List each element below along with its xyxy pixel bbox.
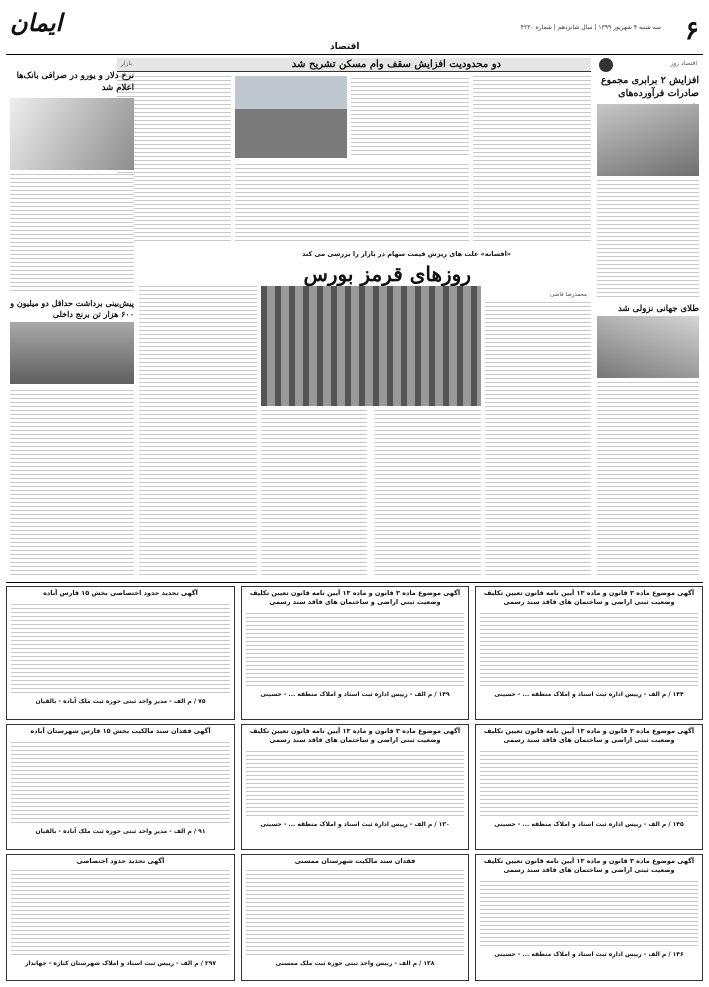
right-col-body: [597, 180, 699, 300]
main-story-kicker: «افسانه» علت های ریزش قیمت سهام در بازار را بررسی می کند: [302, 250, 511, 258]
ad-title: آگهی موضوع ماده ۳ قانون و ماده ۱۳ آیین نامه قانون تعیین تکلیف وضعیت ثبتی اراضی و ساختمان های فاقد سند رسمی: [249, 727, 461, 744]
main-story-col2: [375, 410, 481, 578]
left-col-body: [10, 174, 134, 294]
main-story-headline: روزهای قرمز بورس: [303, 262, 471, 286]
masthead-rule: [6, 54, 703, 55]
ad-body: [11, 740, 230, 826]
ad-body: [480, 879, 698, 949]
right-column: [595, 58, 701, 580]
ad-title: آگهی موضوع ماده ۳ قانون و ماده ۱۳ آیین نامه قانون تعیین تکلیف وضعیت ثبتی اراضی و ساختمان های فاقد سند رسمی: [483, 857, 695, 874]
ad-body: [246, 749, 464, 819]
right-col-label: اقتصاد روز: [670, 60, 697, 67]
ad-title: آگهی موضوع ماده ۳ قانون و ماده ۱۳ آیین نامه قانون تعیین تکلیف وضعیت ثبتی اراضی و ساختمان های فاقد سند رسمی: [483, 589, 695, 606]
byline: محمدرضا قاضی: [550, 292, 587, 298]
ad-9: [6, 854, 235, 981]
masthead-logo: ایمان: [10, 8, 63, 37]
ad-title: آگهی تحدید حدود اختصاصی بخش ۱۵ قارس آباده: [43, 589, 198, 597]
ad-footer: ۱۴۴ / م الف - رییس اداره ثبت اسناد و املاک منطقه ... - حسینی: [494, 691, 684, 698]
ad-6: [6, 724, 235, 850]
top-story-col2: [351, 76, 469, 158]
top-story-col1: [473, 76, 591, 244]
ad-1: [475, 586, 703, 720]
right-col-headline2: طلای جهانی نزولی شد: [618, 304, 699, 314]
main-story: [139, 250, 591, 580]
main-story-col3: [261, 410, 367, 578]
ads-grid: [6, 586, 703, 981]
top-story: [117, 58, 591, 246]
ad-3: [6, 586, 235, 720]
top-story-headline: دو محدودیت افزایش سقف وام مسکن تشریح شد: [291, 59, 501, 70]
masthead: [0, 0, 709, 50]
housing-photo: [235, 76, 347, 158]
date-line: سه شنبه ۴ شهریور ۱۳۹۹ | سال شانزدهم | شماره ۴۲۳۰: [520, 24, 661, 31]
ad-title: آگهی تحدید حدود اختصاصی: [76, 857, 165, 865]
ad-footer: ۱۴۹ / م الف - رییس اداره ثبت اسناد و املاک منطقه ... - حسینی: [260, 691, 450, 698]
left-col-label: بازار: [121, 60, 132, 67]
ad-footer: ۱۴۶ / م الف - رییس اداره ثبت اسناد و املاک منطقه ... - حسینی: [494, 951, 684, 958]
ad-body: [11, 870, 230, 958]
page-number: ۶: [685, 16, 699, 46]
ad-body: [246, 870, 464, 958]
ad-footer: ۱۳۸ / م الف - رییس واحد ثبتی حوزه ثبت ملک ممسنی: [275, 960, 435, 967]
gold-photo: [597, 316, 699, 378]
ad-title: آگهی موضوع ماده ۳ قانون و ماده ۱۳ آیین نامه قانون تعیین تکلیف وضعیت ثبتی اراضی و ساختمان های فاقد سند رسمی: [249, 589, 461, 606]
section-title: اقتصاد: [330, 42, 360, 52]
ad-7: [475, 854, 703, 981]
stock-exchange-photo: [261, 286, 481, 406]
ad-5: [241, 724, 469, 850]
ad-body: [246, 611, 464, 689]
right-col-body2: [597, 382, 699, 578]
ad-footer: ۲۹۷ / م الف - رییس ثبت اسناد و املاک شهرستان کناره - جهاندار: [24, 960, 217, 967]
ad-title: فقدان سند مالکیت شهرستان ممسنی: [294, 857, 416, 865]
currency-photo: [10, 98, 134, 170]
right-col-icon: [599, 58, 613, 72]
ads-rule: [6, 582, 703, 583]
right-col-headline: افزایش ۲ برابری مجموع صادرات فرآورده‌های: [601, 75, 699, 99]
ad-footer: ۱۳۰ / م الف - رییس اداره ثبت اسناد و املاک منطقه ... - حسینی: [260, 821, 450, 828]
ad-2: [241, 586, 469, 720]
left-column: [8, 58, 136, 580]
ad-8: [241, 854, 469, 981]
ad-title: آگهی فقدان سند مالکیت بخش ۱۵ قارس شهرستان آباده: [30, 727, 211, 735]
ad-title: آگهی موضوع ماده ۳ قانون و ماده ۱۳ آیین نامه قانون تعیین تکلیف وضعیت ثبتی اراضی و ساختمان های فاقد سند رسمی: [483, 727, 695, 744]
left-col-body2: [10, 388, 134, 578]
top-story-col4: [235, 162, 469, 244]
left-col-headline: نرخ دلار و یورو در صرافی بانک‌ها اعلام شد: [16, 71, 134, 93]
ad-footer: ۷۵ / م الف - مدیر واحد ثبتی حوزه ثبت ملک آباده - بالقیان: [35, 698, 206, 705]
ad-body: [480, 749, 698, 819]
ad-4: [475, 724, 703, 850]
main-story-col1: [485, 302, 591, 578]
ad-body: [480, 611, 698, 689]
ad-footer: ۱۴۵ / م الف - رییس اداره ثبت اسناد و املاک منطقه ... - حسینی: [494, 821, 684, 828]
ad-body: [11, 602, 230, 696]
rice-photo: [10, 322, 134, 384]
ad-footer: ۹۱ / م الف - مدیر واحد ثبتی حوزه ثبت ملک آباده - بالقیان: [35, 828, 206, 835]
left-col-headline2: پیش‌بینی برداشت حداقل دو میلیون و ۶۰۰ هزار تن برنج داخلی: [10, 298, 134, 319]
main-story-col4: [139, 286, 257, 578]
pipeline-photo: [597, 104, 699, 176]
